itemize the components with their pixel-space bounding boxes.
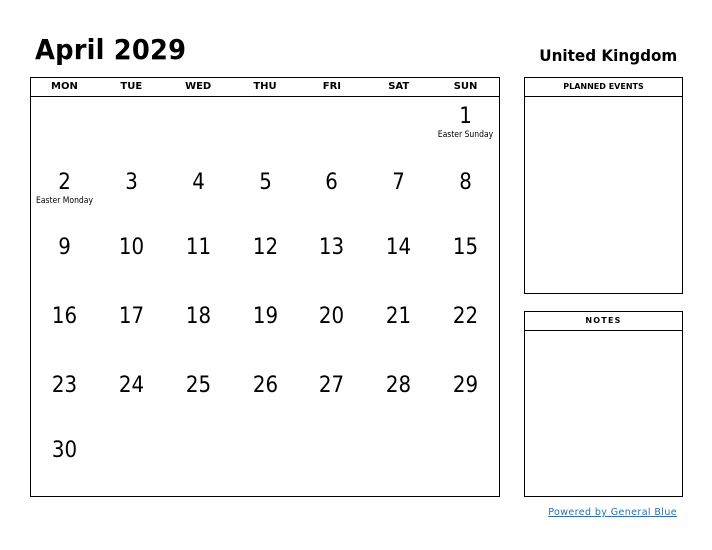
notes-title: NOTES <box>525 312 682 331</box>
day-number: 6 <box>325 170 339 195</box>
day-cell <box>432 165 499 225</box>
page-title: April 2029 <box>35 33 187 66</box>
day-cell <box>298 230 365 290</box>
day-number: 7 <box>392 170 406 195</box>
day-number: 2 <box>58 170 71 195</box>
day-number: 17 <box>118 304 144 329</box>
day-number: 9 <box>58 235 71 260</box>
calendar-grid <box>30 77 500 497</box>
day-cell <box>365 165 432 225</box>
day-number: 16 <box>51 304 78 329</box>
weekday-fri: FRI <box>322 81 341 92</box>
day-number: 26 <box>252 373 278 398</box>
day-cell <box>31 368 98 428</box>
day-number: 4 <box>191 170 205 195</box>
day-number: 21 <box>386 304 412 329</box>
day-cell <box>165 299 232 359</box>
day-cell <box>31 165 98 225</box>
day-cell <box>298 368 365 428</box>
day-number: 14 <box>386 235 412 260</box>
day-number: 13 <box>319 235 345 260</box>
notes-panel <box>524 311 683 497</box>
day-number: 30 <box>51 438 78 463</box>
day-cell <box>432 368 499 428</box>
day-cell <box>365 299 432 359</box>
day-number: 20 <box>319 304 345 329</box>
day-number: 18 <box>185 304 211 329</box>
day-cell <box>298 299 365 359</box>
day-cell <box>165 368 232 428</box>
holiday-label: Easter Sunday <box>437 130 494 140</box>
weekday-thu: THU <box>253 81 277 92</box>
day-number: 27 <box>319 373 345 398</box>
powered-by-link[interactable]: Powered by General Blue <box>548 507 677 518</box>
day-number: 23 <box>51 373 78 398</box>
day-cell <box>365 230 432 290</box>
day-cell <box>165 165 232 225</box>
weekday-sun: SUN <box>453 81 478 92</box>
day-number: 25 <box>185 373 211 398</box>
day-cell <box>232 165 299 225</box>
holiday-label: Easter Monday <box>35 196 93 206</box>
day-cell <box>432 230 499 290</box>
day-cell <box>98 230 165 290</box>
day-cell <box>98 368 165 428</box>
day-cell <box>98 165 165 225</box>
day-number: 19 <box>252 304 278 329</box>
weekday-mon: MON <box>51 81 78 92</box>
day-number: 1 <box>459 104 472 129</box>
weekday-tue: TUE <box>120 81 143 92</box>
day-cell <box>165 230 232 290</box>
day-cell <box>98 299 165 359</box>
day-cell <box>365 368 432 428</box>
country-label: United Kingdom <box>539 46 677 65</box>
day-cell <box>31 230 98 290</box>
day-cell <box>232 230 299 290</box>
day-cell <box>298 165 365 225</box>
day-cell <box>31 299 98 359</box>
weekday-header <box>31 78 499 97</box>
day-number: 15 <box>453 235 479 260</box>
planned-events-title: PLANNED EVENTS <box>525 78 682 97</box>
planned-events-panel <box>524 77 683 294</box>
day-cell <box>432 99 499 159</box>
day-cell <box>232 368 299 428</box>
day-number: 22 <box>453 304 479 329</box>
day-cell <box>432 299 499 359</box>
day-number: 11 <box>185 235 211 260</box>
day-cell <box>232 299 299 359</box>
day-number: 12 <box>252 235 278 260</box>
day-cell <box>31 433 98 493</box>
weekday-sat: SAT <box>388 81 410 92</box>
day-number: 28 <box>386 373 412 398</box>
day-number: 8 <box>459 170 472 195</box>
weekday-wed: WED <box>185 81 212 92</box>
day-number: 24 <box>118 373 144 398</box>
day-number: 29 <box>453 373 479 398</box>
day-number: 3 <box>125 170 138 195</box>
day-number: 5 <box>258 170 272 195</box>
day-number: 10 <box>118 235 144 260</box>
